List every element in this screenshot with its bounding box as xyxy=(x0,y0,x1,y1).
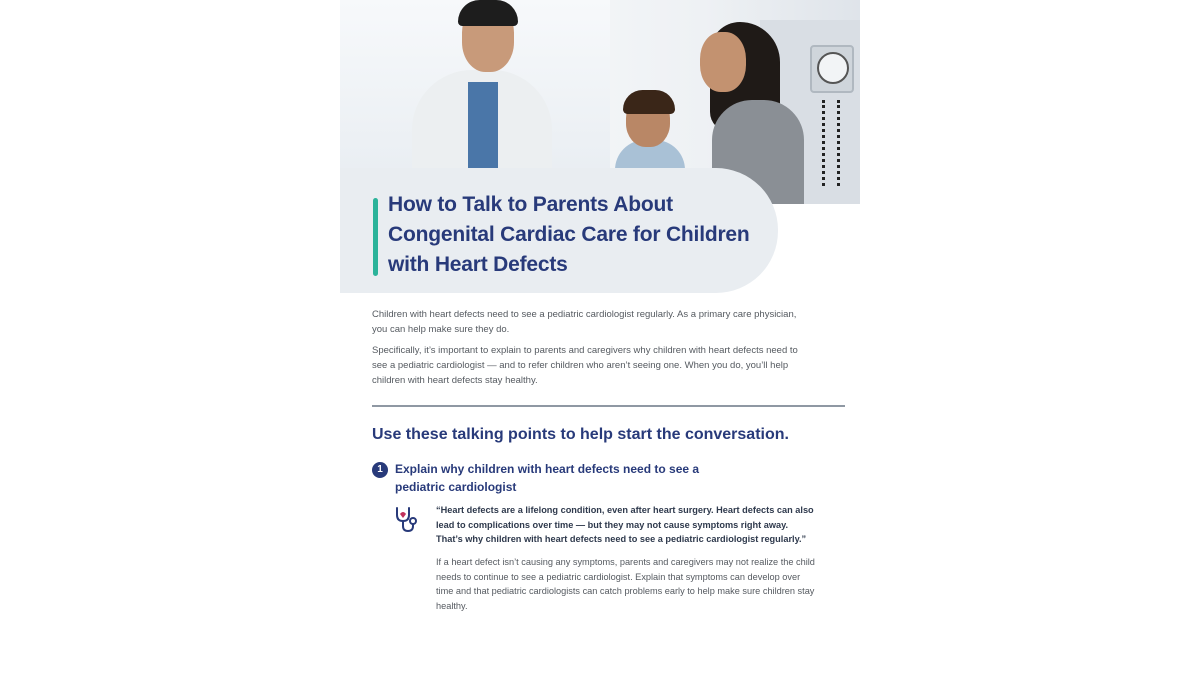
parent-head xyxy=(700,32,746,92)
talking-point-body: If a heart defect isn’t causing any symptoms, parents and caregivers may not realize the child needs to continue to see a pediatric cardiologist. Explain that symptoms can develop over time and that pediatric cardiologists can catch problems early to help make sure children stay healthy. xyxy=(436,557,815,611)
title-accent-bar xyxy=(373,198,378,276)
coiled-cord xyxy=(822,100,840,186)
section-heading: Use these talking points to help start the conversation. xyxy=(372,426,789,443)
doctor-hair xyxy=(458,0,518,26)
document-page xyxy=(340,0,860,675)
stethoscope-icon xyxy=(394,506,418,534)
point-title: Explain why children with heart defects need to see a pediatric cardiologist xyxy=(395,462,700,494)
page-title: How to Talk to Parents About Congenital Cardiac Care for Children with Heart Defects xyxy=(388,193,750,276)
point-number-badge: 1 xyxy=(372,462,388,478)
intro-paragraph: Specifically, it’s important to explain to parents and caregivers why children with heart defects need to see a pediatric cardiologist — and to refer children who aren’t seeing one. When you do, you’ll help children with heart defects stay healthy. xyxy=(372,345,798,386)
child-hair xyxy=(623,90,675,114)
blood-pressure-dial xyxy=(817,52,849,84)
talking-point-quote: “Heart defects are a lifelong condition, even after heart surgery. Heart defects can also lead to complications over time — but they may not cause symptoms right away. That’s why children with heart defects need to see a pediatric cardiologist regularly.” xyxy=(436,505,814,544)
section-divider xyxy=(372,405,845,407)
intro-text xyxy=(372,307,812,394)
title-card xyxy=(354,168,778,293)
intro-paragraph: Children with heart defects need to see a pediatric cardiologist regularly. As a primary care physician, you can help make sure they do. xyxy=(372,309,797,335)
